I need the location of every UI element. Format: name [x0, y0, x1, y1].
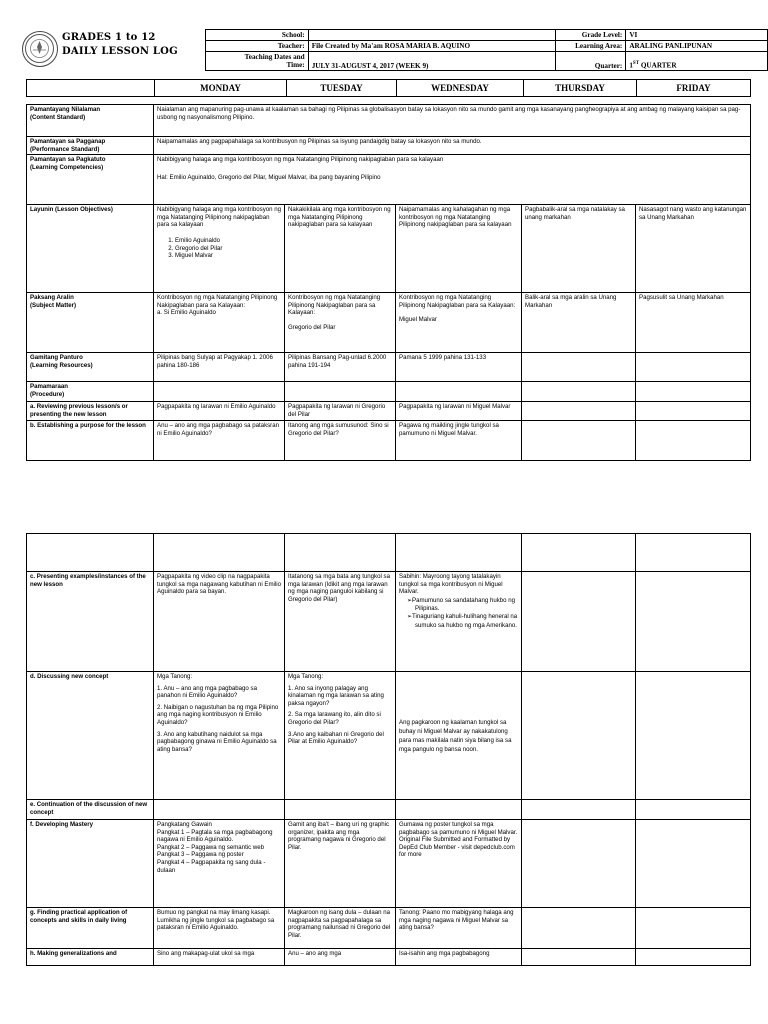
quarter-label: Quarter:: [556, 51, 626, 70]
procedure-tuesday: [285, 382, 396, 402]
presenting-label: c. Presenting examples/instances of the new lesson: [27, 572, 154, 672]
resources-wednesday: Pamana 5 1999 pahina 131-133: [396, 353, 522, 382]
day-header-blank: [27, 80, 155, 97]
presenting-thursday: [522, 572, 636, 672]
objectives-thursday: Pagbabalik-aral sa mga natalakay sa unang markahan: [522, 205, 636, 293]
discussing-friday: [636, 672, 751, 800]
generalizations-monday: Sino ang makapag-ulat ukol sa mga: [154, 949, 285, 966]
application-wednesday: Tanong: Paano mo mabigyang halaga ang mga naging nagawa ni Miguel Malvar sa ating bansa?: [396, 908, 522, 949]
discussing-tuesday: [285, 672, 396, 800]
generalizations-thursday: [522, 949, 636, 966]
application-label: g. Finding practical application of concepts and skills in daily living: [27, 908, 154, 949]
discussing-wednesday-text: Ang pagkaroon ng kaalaman tungkol sa buhay ni Miguel Malvar ay nakakatulong para mas makilala natin siya bilang isa sa mga pangulo ng bansa noon.: [399, 718, 512, 753]
continuation-monday: [154, 800, 285, 820]
objectives-monday: [154, 205, 285, 293]
discussing-monday-q2: 2. Naibigan o nagustuhan ba ng mga Pilipino ang mga naging kontribusyon ni Emilio Aguinaldo?: [157, 703, 279, 726]
generalizations-label: h. Making generalizations and: [27, 949, 154, 966]
presenting-monday: Pagpapakita ng video clip na nagpapakita tungkol sa mga nagawang kabutihan ni Emilio Aguinaldo para sa bayan.: [154, 572, 285, 672]
subject-matter-label: Paksang Aralin (Subject Matter): [27, 293, 154, 353]
generalizations-tuesday: Anu – ano ang mga: [285, 949, 396, 966]
mastery-thursday: [522, 820, 636, 908]
resources-label: Gamitang Panturo (Learning Resources): [27, 353, 154, 382]
resources-friday: [636, 353, 751, 382]
objectives-monday-text: Nabibigyang halaga ang mga kontribosyon ng mga Natatanging Pilipinong nakipaglaban para sa kalayaan: [157, 206, 281, 229]
table-row: [27, 800, 751, 820]
lesson-table-bottom: [26, 533, 751, 966]
grade-level-value: VI: [626, 30, 768, 41]
purpose-monday: Anu – ano ang mga pagbabago sa pataksran ni Emilio Aguinaldo?: [154, 421, 285, 461]
purpose-thursday: [522, 421, 636, 461]
application-tuesday: Magkaroon ng isang dula – dulaan na nagpapakita sa pagpapahalaga sa programang nailunsad ni Gregorio del Pilar.: [285, 908, 396, 949]
table-row: [27, 353, 751, 382]
performance-standard-label: Pamantayan sa Pagganap (Performance Standard): [27, 137, 154, 155]
table-row: [27, 155, 751, 205]
discussing-monday-heading: Mga Tanong:: [157, 673, 193, 680]
purpose-tuesday: Itanong ang mga sumusunod: Sino si Gregorio del Pilar?: [285, 421, 396, 461]
subject-matter-wednesday-text: Kontribosyon ng mga Natatanging Pilipinong Nakipaglaban para sa Kalayaan:: [399, 294, 516, 309]
discussing-monday-q1: 1. Anu – ano ang mga pagbabago sa panahon ni Emilio Aguinaldo?: [157, 684, 257, 700]
list-item: 2. Gregorio del Pilar: [175, 245, 281, 253]
learning-area-value: ARALING PANLIPUNAN: [626, 40, 768, 51]
teaching-dates-label-line2: Time:: [286, 60, 305, 69]
mastery-wednesday: Gumawa ng poster tungkol sa mga pagbabago sa pamumuno ni Miguel Malvar. Original File Submitted and Formatted by DepEd Club Member - visit depedclub.com for more: [396, 820, 522, 908]
learning-area-label: Learning Area:: [556, 40, 626, 51]
table-row: [27, 421, 751, 461]
subject-matter-wednesday: [396, 293, 522, 353]
table-row: [27, 820, 751, 908]
blank-cell: [636, 534, 751, 572]
discussing-tuesday-q3: 3.Ano ang kaibahan ni Gregorio del Pilar at Emilio Aguinaldo?: [288, 730, 384, 746]
procedure-label: Pamamaraan (Procedure): [27, 382, 154, 402]
discussing-monday: [154, 672, 285, 800]
presenting-tuesday: Itatanong sa mga bata ang tungkol sa mga larawan (Idikit ang mga larawan ng mga naging panguloi kabilang si Gregorio del Pilar): [285, 572, 396, 672]
presenting-wednesday-intro: Sabihin: Mayroong tayong tatalakayin tungkol sa mga kontribusyon ni Miguel Malvar.: [399, 573, 503, 596]
document-title: [62, 31, 178, 59]
purpose-label: b. Establishing a purpose for the lesson: [27, 421, 154, 461]
discussing-tuesday-q1: 1. Ano sa inyong palagay ang kinalaman ng mga larawan sa ating paksa ngayon?: [288, 684, 384, 707]
learning-competencies-text: [154, 155, 751, 205]
teaching-dates-label-line1: Teaching Dates and: [244, 52, 305, 61]
continuation-tuesday: [285, 800, 396, 820]
presenting-wednesday-list: [407, 597, 518, 629]
subject-matter-friday: Pagsusulit sa Unang Markahan: [636, 293, 751, 353]
table-row: [27, 949, 751, 966]
table-row: [27, 672, 751, 800]
blank-cell: [27, 534, 154, 572]
resources-thursday: [522, 353, 636, 382]
objectives-wednesday: Naipamamalas ang kahalagahan ng mga kontribosyon ng mga Natatanging Pilipinong nakipaglaban para sa kalayaan: [396, 205, 522, 293]
reviewing-monday: Pagpapakita ng larawan ni Emilio Aguinaldo: [154, 402, 285, 421]
table-row: [27, 293, 751, 353]
table-row: [27, 137, 751, 155]
blank-cell: [285, 534, 396, 572]
list-item: ➢ Tinaguriang kahuli-hulihang heneral na sumuko sa hukbo ng mga Amerikano.: [415, 613, 518, 629]
reviewing-friday: [636, 402, 751, 421]
application-monday: Bumuo ng pangkat na may limang kasapi. Lumikha ng jingle tungkol sa pagbabago sa pataksran ni Emilio Aguinaldo.: [154, 908, 285, 949]
lesson-table-top: [26, 104, 751, 461]
day-header-table: [26, 79, 751, 97]
subject-matter-tuesday-name: Gregorio del Pilar: [288, 323, 336, 331]
purpose-wednesday: Pagawa ng maikling jingle tungkol sa pamumuno ni Miguel Malvar.: [396, 421, 522, 461]
teaching-dates-value: JULY 31-AUGUST 4, 2017 (WEEK 9): [308, 51, 556, 70]
table-row: [27, 105, 751, 137]
mastery-tuesday: Gamit ang iba't – ibang uri ng graphic organizer, ipakita ang mga programang nagawa ni Gregorio del Pilar.: [285, 820, 396, 908]
presenting-wednesday: [396, 572, 522, 672]
continuation-thursday: [522, 800, 636, 820]
subject-matter-monday: Kontribosyon ng mga Natatanging Pilipinong Nakipaglaban para sa Kalayaan: a. Si Emilio Aguinaldo: [154, 293, 285, 353]
blank-cell: [396, 534, 522, 572]
header-info-table: [205, 29, 768, 71]
teaching-dates-label: [206, 51, 309, 70]
performance-standard-text: Naipamamalas ang pagpapahalaga sa kontribusyon ng Pilipinas sa isyung pandaigdig batay sa lokasyon nito sa mundo.: [154, 137, 751, 155]
table-row: [27, 382, 751, 402]
table-row: [27, 205, 751, 293]
generalizations-friday: [636, 949, 751, 966]
subject-matter-wednesday-name: Miguel Malvar: [399, 316, 437, 324]
day-header-tuesday: TUESDAY: [287, 80, 397, 97]
continuation-wednesday: [396, 800, 522, 820]
competency-line-1: Nabibigyang halaga ang mga kontribosyon ng mga Natatanging Pilipinong nakipaglaban para sa kalayaan: [157, 156, 444, 164]
learning-competencies-label: Pamantayan sa Pagkatuto (Learning Competencies): [27, 155, 154, 205]
application-friday: [636, 908, 751, 949]
reviewing-thursday: [522, 402, 636, 421]
day-header-monday: MONDAY: [155, 80, 287, 97]
discussing-tuesday-heading: Mga Tanong:: [288, 673, 324, 680]
title-line-1: GRADES 1 to 12: [62, 32, 156, 43]
procedure-wednesday: [396, 382, 522, 402]
table-row: [27, 572, 751, 672]
resources-tuesday: Pilipinas Bansang Pag-unlad 6.2000 pahina 191-194: [285, 353, 396, 382]
blank-cell: [154, 534, 285, 572]
objectives-label: Layunin (Lesson Objectives): [27, 205, 154, 293]
teacher-value: File Created by Ma'am ROSA MARIA B. AQUINO: [308, 40, 556, 51]
content-standard-label: Pamantayang Nilalaman (Content Standard): [27, 105, 154, 137]
objectives-tuesday: Nakakikilala ang mga kontribosyon ng mga Natatanging Pilipinong nakipaglaban para sa kalayaan: [285, 205, 396, 293]
list-item: ➢ Pamumuno sa sandatahang hukbo ng Pilipinas.: [415, 597, 518, 613]
objectives-monday-list: [167, 237, 281, 260]
generalizations-wednesday: Isa-isahin ang mga pagbabagong: [396, 949, 522, 966]
table-row: [27, 534, 751, 572]
reviewing-label: a. Reviewing previous lesson/s or presenting the new lesson: [27, 402, 154, 421]
subject-matter-tuesday: [285, 293, 396, 353]
title-line-2: DAILY LESSON LOG: [62, 46, 178, 57]
discussing-wednesday: [396, 672, 522, 800]
discussing-monday-q3: 3. Ano ang kabutihang naidulot sa mga pagbabagong ginawa ni Emilio Aguinaldo sa ating bansa?: [157, 730, 277, 753]
subject-matter-thursday: Balik-aral sa mga aralin sa Unang Markahan: [522, 293, 636, 353]
procedure-friday: [636, 382, 751, 402]
application-thursday: [522, 908, 636, 949]
objectives-friday: Nasasagot nang wasto ang katanungan sa Unang Markahan: [636, 205, 751, 293]
reviewing-wednesday: Pagpapakita ng larawan ni Miguel Malvar: [396, 402, 522, 421]
teacher-label: Teacher:: [206, 40, 309, 51]
mastery-label: f. Developing Mastery: [27, 820, 154, 908]
grade-level-label: Grade Level:: [556, 30, 626, 41]
competency-line-2: Hal: Emilio Aguinaldo, Gregorio del Pilar, Miguel Malvar, iba pang bayaning Pilipino: [157, 173, 381, 181]
table-row: [27, 908, 751, 949]
table-row: [27, 402, 751, 421]
mastery-friday: [636, 820, 751, 908]
resources-monday: Pilipinas bang Sulyap at Pagyakap 1. 2006 pahina 180-186: [154, 353, 285, 382]
presenting-friday: [636, 572, 751, 672]
discussing-label: d. Discussing new concept: [27, 672, 154, 800]
list-item: 3. Miguel Malvar: [175, 252, 281, 260]
discussing-tuesday-q2: 2. Sa mga larawang ito, alin dito si Gregorio del Pilar?: [288, 711, 381, 726]
day-header-friday: FRIDAY: [637, 80, 751, 97]
mastery-monday: Pangkatang Gawain Pangkat 1 – Pagtala sa mga pagbabagong nagawa ni Emilio Aguinaldo. Pangkat 2 – Paggawa ng semantic web Pangkat 3 – Paggawa ng poster Pangkat 4 – Pagpapakita ng sang dula - dulaan: [154, 820, 285, 908]
content-standard-text: Naialaman ang mapanuring pag-unawa at kaalaman sa bahagi ng Pilipinas sa globalisasyon batay sa lokasyon nito sa mundo gamit ang mga kasanayang pangheograpiya at ang ambag ng malayang kaisipan sa pag-usbong ng nasyonalismong Pilipino.: [154, 105, 751, 137]
subject-matter-tuesday-text: Kontribosyon ng mga Natatanging Pilipinong Nakipaglaban para sa Kalayaan:: [288, 294, 381, 317]
deped-seal-icon: [22, 31, 58, 67]
list-item: 1. Emilio Aguinaldo: [175, 237, 281, 245]
discussing-thursday: [522, 672, 636, 800]
purpose-friday: [636, 421, 751, 461]
day-header-thursday: THURSDAY: [524, 80, 637, 97]
school-label: School:: [206, 30, 309, 41]
continuation-friday: [636, 800, 751, 820]
continuation-label: e. Continuation of the discussion of new concept: [27, 800, 154, 820]
reviewing-tuesday: Pagpapakita ng larawan ni Gregorio del Pilar: [285, 402, 396, 421]
blank-cell: [522, 534, 636, 572]
school-value: [308, 30, 556, 41]
day-header-wednesday: WEDNESDAY: [397, 80, 524, 97]
procedure-monday: [154, 382, 285, 402]
quarter-value: 1ST QUARTER: [626, 51, 768, 70]
procedure-thursday: [522, 382, 636, 402]
